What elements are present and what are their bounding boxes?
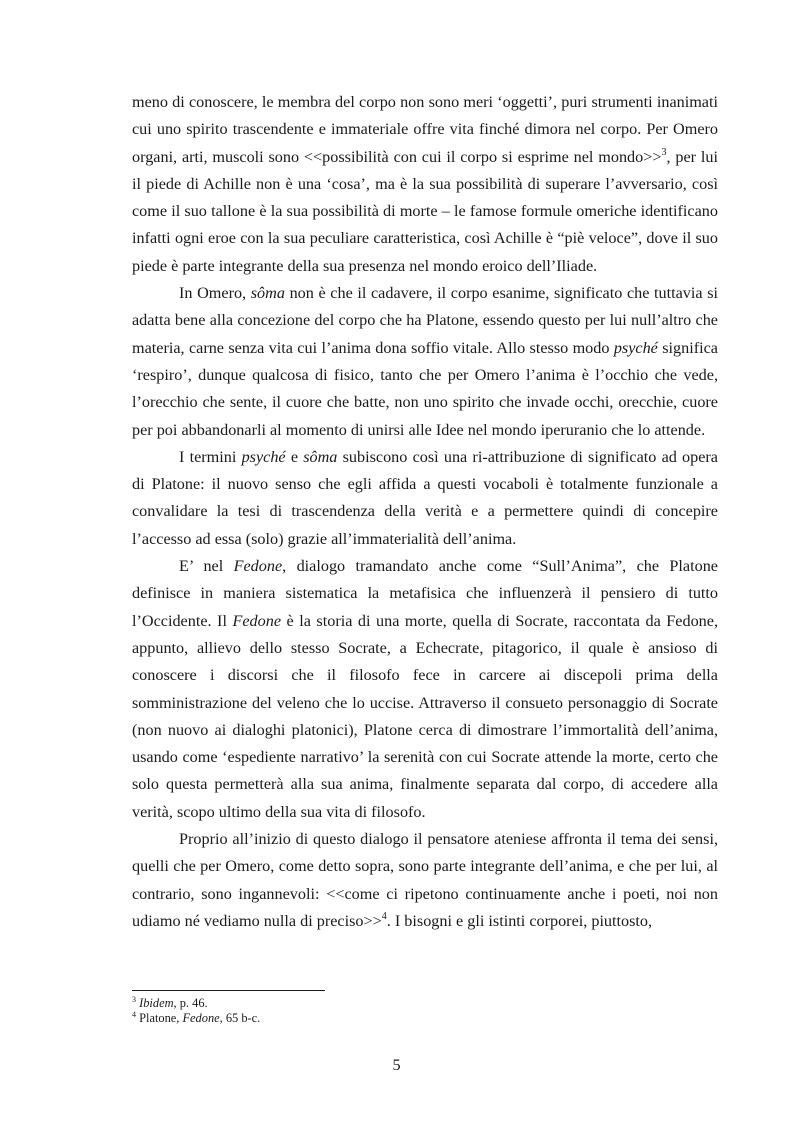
footnote-ref-4[interactable]: 4 [381, 910, 387, 922]
footnote-4 [132, 1011, 718, 1026]
italic-term: sôma [303, 447, 338, 466]
paragraph-1 [132, 89, 718, 280]
paragraph-text: In Omero, [179, 284, 251, 303]
paragraph-text: . I bisogni e gli istinti corporei, piuttosto, [386, 911, 653, 930]
paragraph-2 [132, 280, 718, 444]
italic-title: Fedone [233, 557, 283, 576]
footnote-number: 3 [132, 995, 136, 1004]
footnote-text: , p. 46. [173, 996, 208, 1010]
italic-title: Fedone [232, 611, 282, 630]
footnote-text: Platone, [139, 1011, 183, 1026]
footnote-italic: Fedone [182, 1011, 220, 1026]
italic-term: psyché [241, 447, 286, 466]
paragraph-text: e [285, 447, 304, 466]
paragraph-text: meno di conoscere, le membra del corpo non sono meri ‘oggetti’, puri strumenti inanimati cui uno spirito trascendente e immateriale offre vita finché dimora nel corpo. Per Omero organi, arti, muscoli sono <<possibilità con cui il corpo si esprime nel mondo>> [132, 93, 718, 166]
italic-term: psyché [613, 338, 658, 357]
page-body [132, 89, 718, 935]
paragraph-text: significa ‘respiro’, dunque qualcosa di fisico, tanto che per Omero l’anima è l’occhio che vede, l’orecchio che sente, il cuore che batte, non uno spirito che invade occhi, orecchie, cuore per poi abbandonarli al momento di unirsi alle Idee nel mondo iperuranio che lo attende. [132, 338, 718, 439]
paragraph-text: Proprio all’inizio di questo dialogo il pensatore ateniese affronta il tema dei sensi, quelli che per Omero, come detto sopra, sono parte integrante dell’anima, e che per lui, al contrario, sono ingannevoli: <<come ci ripetono continuamente anche i poeti, noi non udiamo né vediamo nulla di preciso>> [132, 830, 718, 930]
footnotes [132, 996, 718, 1027]
paragraph-text: subiscono così una ri-attribuzione di significato ad opera di Platone: il nuovo senso che egli affida a questi vocaboli è totalmente funzionale a convalidare la tesi di trascendenza della verità e a permettere quindi di concepire l’accesso ad essa (solo) grazie all’immaterialità dell’anima. [132, 447, 718, 548]
footnote-italic: Ibidem [139, 996, 174, 1010]
paragraph-text: non è che il cadavere, il corpo esanime, significato che tuttavia si adatta bene alla concezione del corpo che ha Platone, essendo questo per lui null’altro che materia, carne senza vita cui l’anima dona soffio vitale. Allo stesso modo [132, 284, 719, 357]
paragraph-text: è la storia di una morte, quella di Socrate, raccontata da Fedone, appunto, allievo dello stesso Socrate, a Echecrate, pitagorico, il quale è ansioso di conoscere i discorsi che il filosofo fece in carcere ai discepoli prima della somministrazione del veleno che lo uccise. Attraverso il consueto personaggio di Socrate (non nuovo ai dialoghi platonici), Platone cerca di dimostrare l’immortalità dell’anima, usando come ‘espediente narrativo’ la serenità con cui Socrate attende la morte, certo che solo questa permetterà alla sua anima, finalmente separata dal corpo, di accedere alla verità, scopo ultimo della sua vita di filosofo. [132, 611, 718, 821]
paragraph-text: I termini [179, 447, 242, 466]
paragraph-text: , dialogo tramandato anche come “Sull’Anima”, che Platone definisce in maniera sistematica la metafisica che influenzerà il pensiero di tutto l’Occidente. Il [132, 557, 718, 630]
footnote-separator [132, 990, 325, 991]
footnote-text: , 65 b-c. [219, 1011, 261, 1026]
italic-term: sôma [250, 284, 285, 303]
footnote-number: 4 [132, 1010, 136, 1020]
footnote-3 [132, 996, 718, 1011]
paragraph-5 [132, 826, 718, 935]
paragraph-3 [132, 444, 718, 553]
paragraph-4 [132, 553, 718, 826]
page-number: 5 [392, 1056, 401, 1074]
paragraph-text: , per lui il piede di Achille non è una ‘cosa’, ma è la sua possibilità di superare l’avversario, così come il suo tallone è la sua possibilità di morte – le famose formule omeriche identificano infatti ogni eroe con la sua peculiare caratteristica, così Achille è “piè veloce”, dove il suo piede è parte integrante della sua presenza nel mondo eroico dell’Iliade. [132, 147, 718, 275]
footnote-ref-3[interactable]: 3 [661, 146, 667, 158]
paragraph-text: E’ nel [179, 557, 234, 576]
